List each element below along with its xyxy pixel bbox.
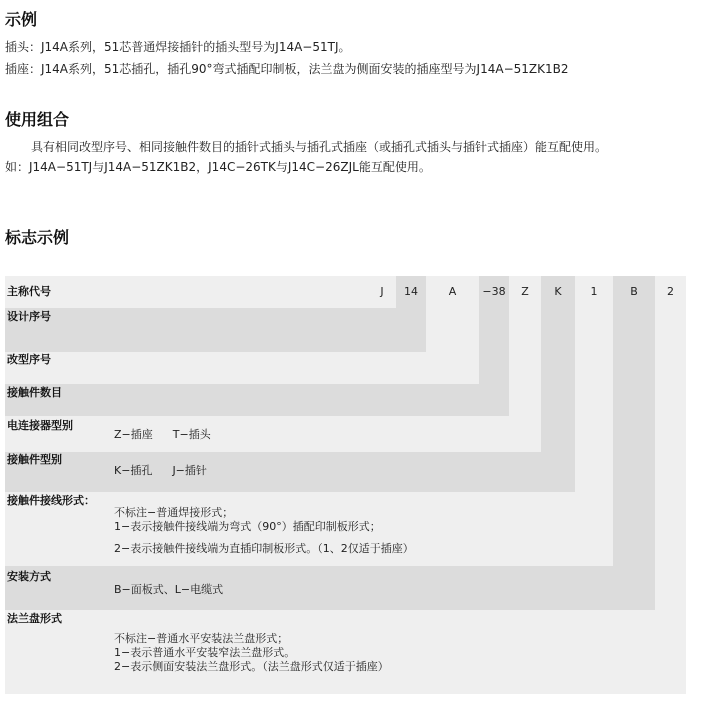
row-label-main-code: 主称代号 xyxy=(7,285,51,298)
flange-desc: 1−表示普通水平安装窄法兰盘形式。 xyxy=(114,646,296,659)
contact-type-options xyxy=(114,464,227,478)
flange-desc: 2−表示侧面安装法兰盘形式。（法兰盘形式仅适于插座） xyxy=(114,660,389,673)
connector-type-options xyxy=(114,428,231,442)
wiring-form-desc: 不标注−普通焊接形式； xyxy=(114,506,234,519)
code-column-flange xyxy=(655,276,686,694)
row-band-modification-no xyxy=(5,352,479,384)
row-band-design-no xyxy=(5,308,426,352)
row-label-flange: 法兰盘形式 xyxy=(7,612,62,625)
row-label-contact-type: 接触件型别 xyxy=(7,453,62,466)
plug-example-text: 插头：J14A系列，51芯普通焊接插针的插头型号为J14A−51TJ。 xyxy=(5,40,351,54)
option-pin: J−插针 xyxy=(172,464,207,477)
code-column-contact-type xyxy=(541,276,575,492)
code-column-mounting xyxy=(613,276,655,610)
row-label-modification-no: 改型序号 xyxy=(7,353,51,366)
code-segment: J xyxy=(380,285,384,298)
code-column-wiring-form xyxy=(575,276,613,566)
wiring-form-desc: 1−表示接触件接线端为弯式（90°）插配印制板形式； xyxy=(114,520,381,533)
example-heading: 示例 xyxy=(5,10,38,29)
row-label-connector-type: 电连接器型别 xyxy=(7,419,73,432)
code-segment: Z xyxy=(521,285,529,298)
row-band-mounting xyxy=(5,566,655,610)
row-label-contact-count: 接触件数目 xyxy=(7,386,62,399)
wiring-form-desc: 2−表示接触件接线端为直插印制板形式。（1、2仅适于插座） xyxy=(114,542,414,555)
row-band-connector-type xyxy=(5,416,541,452)
combination-paragraph-1: 具有相同改型序号、相同接触件数目的插针式插头与插孔式插座（或插孔式插头与插针式插座）能互配使用。 xyxy=(31,140,608,154)
option-plug: T−插头 xyxy=(172,428,211,441)
row-band-main-code xyxy=(5,276,426,308)
code-segment: −38 xyxy=(482,285,506,298)
code-segment: 1 xyxy=(590,285,598,298)
socket-example-text: 插座：J14A系列，51芯插孔，插孔90°弯式插配印制板，法兰盘为侧面安装的插座型号为J14A−51ZK1B2 xyxy=(5,62,569,76)
code-segment: 2 xyxy=(667,285,674,298)
row-band-contact-count xyxy=(5,384,509,416)
code-segment: B xyxy=(630,285,638,298)
row-label-mounting: 安装方式 xyxy=(7,570,51,583)
code-segment: 14 xyxy=(404,285,418,298)
code-segment: A xyxy=(448,285,457,298)
combination-paragraph-2: 如：J14A−51TJ与J14A−51ZK1B2，J14C−26TK与J14C−26ZJL能互配使用。 xyxy=(5,160,431,174)
row-band-contact-type xyxy=(5,452,575,492)
flange-desc: 不标注−普通水平安装法兰盘形式； xyxy=(114,632,289,645)
row-label-wiring-form: 接触件接线形式： xyxy=(7,494,95,507)
option-socket: Z−插座 xyxy=(114,428,153,441)
marking-heading: 标志示例 xyxy=(5,228,70,247)
mounting-desc: B−面板式、L−电缆式 xyxy=(114,583,224,596)
option-hole: K−插孔 xyxy=(114,464,153,477)
row-band-flange xyxy=(5,610,686,694)
code-segment: K xyxy=(554,285,562,298)
row-label-design-no: 设计序号 xyxy=(7,310,51,323)
code-column-connector-type xyxy=(509,276,541,452)
combination-heading: 使用组合 xyxy=(5,110,70,129)
